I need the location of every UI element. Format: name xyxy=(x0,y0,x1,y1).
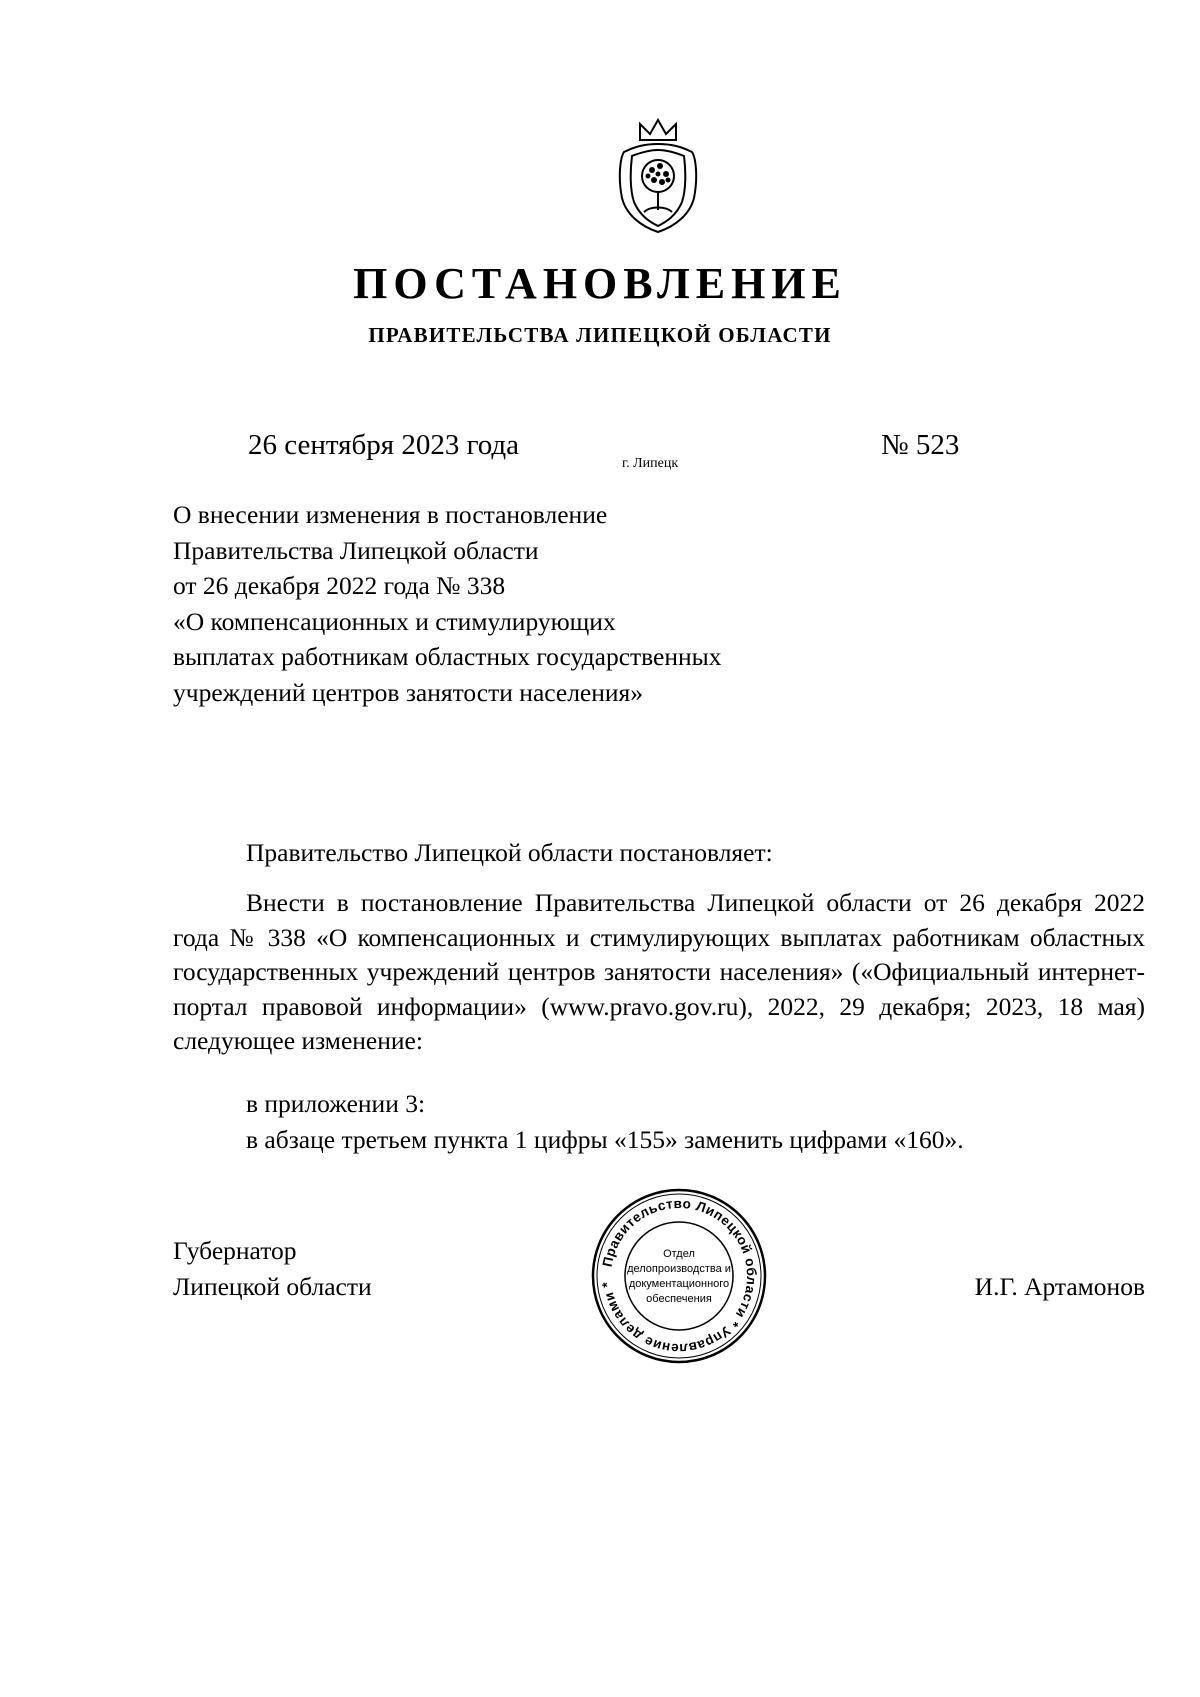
document-city: г. Липецк xyxy=(622,456,679,471)
subject-line: от 26 декабря 2022 года № 338 xyxy=(173,571,506,600)
subject-line: Правительства Липецкой области xyxy=(173,535,539,565)
appendix-line: в приложении 3: xyxy=(246,1089,426,1118)
coat-of-arms-icon xyxy=(610,118,706,238)
subject-line: учреждений центров занятости населения» xyxy=(173,677,644,707)
stamp-outer-text: Правительство Липецкой области * Управление делами * xyxy=(599,1195,760,1357)
signatory-name: И.Г. Артамонов xyxy=(974,1272,1145,1301)
document-number: № 523 xyxy=(881,429,960,461)
document-title: ПОСТАНОВЛЕНИЕ xyxy=(353,259,847,308)
signatory-position-line: Губернатор xyxy=(173,1236,297,1265)
document-date: 26 сентября 2023 года xyxy=(248,429,520,461)
stamp-inner-line: обеспечения xyxy=(646,1293,712,1305)
subject-line: «О компенсационных и стимулирующих xyxy=(173,606,616,636)
document-subtitle: ПРАВИТЕЛЬСТВА ЛИПЕЦКОЙ ОБЛАСТИ xyxy=(368,323,832,347)
change-block xyxy=(246,1086,1146,1158)
document-subject xyxy=(173,497,933,710)
stamp-inner-line: делопроизводства и xyxy=(627,1263,731,1275)
preamble-paragraph: Правительство Липецкой области постановляет: xyxy=(246,838,773,867)
subject-line: О внесении изменения в постановление xyxy=(173,500,608,529)
main-paragraph: Внести в постановление Правительства Липецкой области от 26 декабря 2022 года № 338 «О компенсационных и стимулирующих выплатах работникам областных государственных учреждений центров занятости населения» («Официальный интернет-портал правовой информации» (www.pravo.gov.ru), 2022, 29 декабря; 2023, 18 мая) следующее изменение: xyxy=(173,888,1145,1055)
signatory-position-line: Липецкой области xyxy=(173,1272,372,1301)
svg-text:Правительство Липецкой области xyxy=(599,1196,759,1356)
change-line: в абзаце третьем пункта 1 цифры «155» заменить цифрами «160». xyxy=(246,1125,964,1154)
official-stamp-icon xyxy=(590,1187,768,1365)
subject-line: выплатах работникам областных государственных xyxy=(173,642,722,671)
stamp-inner-line: Отдел xyxy=(663,1248,695,1260)
signatory-position xyxy=(173,1233,372,1305)
stamp-inner-line: документационного xyxy=(628,1278,730,1290)
